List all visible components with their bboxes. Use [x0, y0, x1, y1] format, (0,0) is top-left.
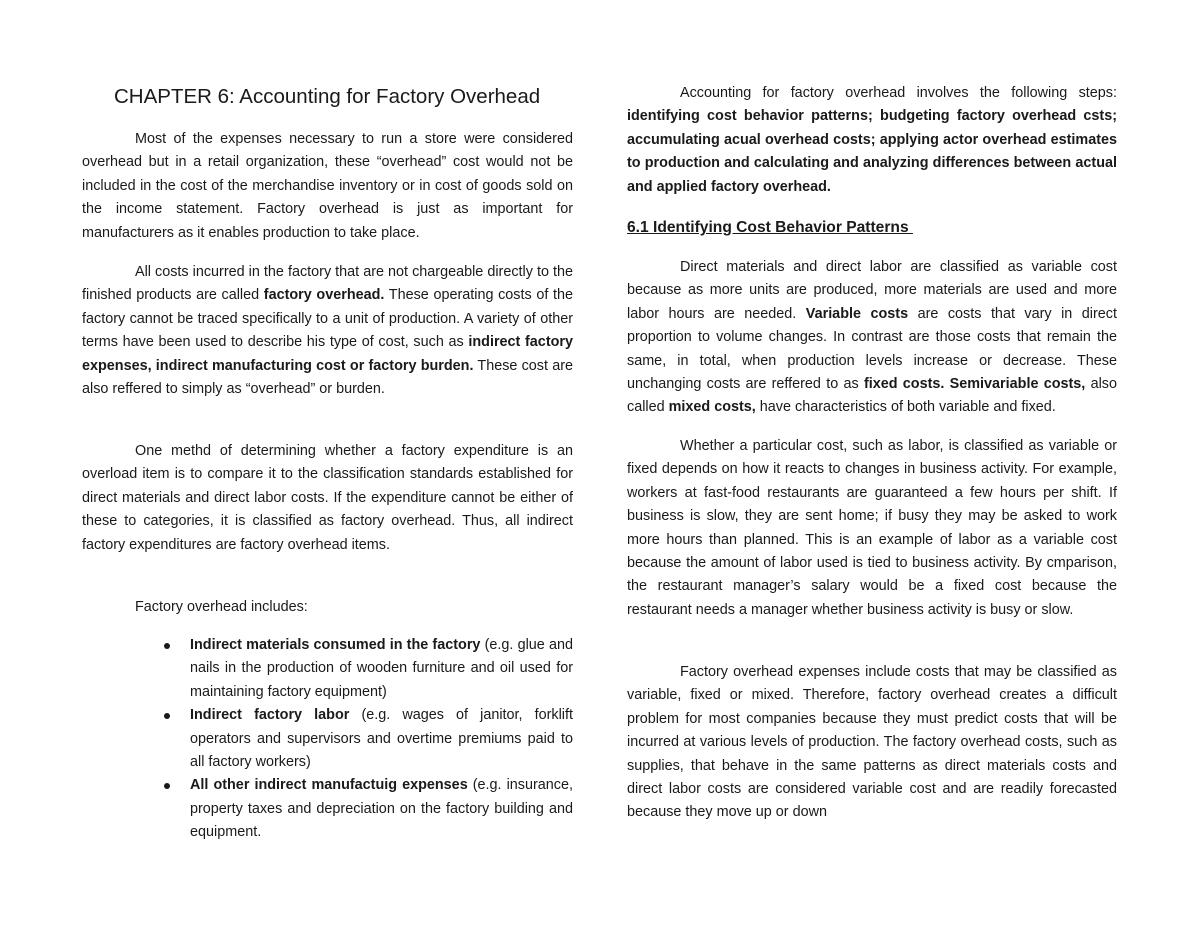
bullet-icon	[164, 713, 170, 719]
list-item-term: All other indirect manufactuig expenses	[190, 777, 468, 794]
paragraph-labor-example: Whether a particular cost, such as labor, is classified as variable or fixed depends on how it reacts to changes in business activity. For example, workers at fast-food restaurants are guaranteed a few hours per shift. If business is slow, they are sent home; if busy they may be asked to work more hours than planned. This is an example of labor as a variable cost because the amount of labor used is tied to business activity. By cmparison, the restaurant manager’s salary would be a fixed cost because the restaurant needs a manager whether business activity is busy or slow.	[627, 438, 1117, 618]
paragraph-classification-method: One methd of determining whether a factory expenditure is an overload item is to compare it to the classification standards established for direct materials and direct labor costs. If the expenditure cannot be either of these to categories, it is classified as factory overhead. Thus, all indirect factory expenditures are factory overhead items.	[82, 443, 573, 553]
paragraph-includes-intro: Factory overhead includes:	[135, 599, 308, 615]
paragraph-overhead-expenses: Factory overhead expenses include costs that may be classified as variable, fixed or mixed. Therefore, factory overhead creates a difficult problem for most companies because they must predict costs that will be incurred at various levels of production. The factory overhead costs, such as supplies, that behave in the same patterns as direct materials costs and direct labor costs are considered variable cost and are readily forecasted because they move up or down	[627, 664, 1117, 821]
list-item-text: (e.g. glue and nails in the production of wooden furniture and oil used for maintaining factory equipment)	[190, 637, 573, 700]
paragraph-store-overhead: Most of the expenses necessary to run a store were considered overhead but in a retail organization, these “overhead” cost would not be included in the cost of the merchandise inventory or in cost of goods sold on the income statement. Factory overhead is just as important for manufacturers as it enables production to take place.	[82, 131, 573, 241]
list-item-term: Indirect materials consumed in the factory	[190, 637, 481, 653]
chapter-title: CHAPTER 6: Accounting for Factory Overhead	[114, 85, 541, 108]
text: also called	[627, 376, 1117, 416]
section-heading-6-1: 6.1 Identifying Cost Behavior Patterns	[627, 219, 913, 236]
steps-list-bold: identifying cost behavior patterns; budgeting factory overhead csts; accumulating acual overhead costs; applying actor overhead estimates to production and calculating and analyzing differences between actual and applied factory overhead.	[627, 108, 1117, 195]
paragraph-factory-overhead-definition	[82, 261, 573, 401]
list-item-text: (e.g. wages of janitor, forklift operators and supervisors and overtime premiums paid to all factory workers)	[190, 707, 573, 771]
text: have characteristics of both variable and fixed.	[755, 399, 1056, 416]
paragraph-variable-fixed-costs	[627, 256, 1117, 420]
list-item-indirect-labor	[82, 704, 573, 774]
text: Accounting for factory overhead involves the following steps:	[680, 85, 1117, 101]
term-factory-overhead: factory overhead.	[263, 287, 385, 304]
overhead-includes-list	[82, 634, 573, 845]
term-semivariable-costs: Semivariable costs,	[949, 376, 1086, 393]
term-fixed-costs: fixed costs.	[863, 376, 945, 393]
list-item-indirect-materials	[82, 634, 573, 704]
bullet-icon	[164, 643, 170, 649]
list-item-other-expenses	[82, 774, 573, 844]
bullet-icon	[164, 783, 170, 789]
term-indirect-expenses: indirect factory expenses, indirect manufacturing cost or factory burden.	[82, 334, 574, 374]
term-mixed-costs: mixed costs,	[668, 399, 756, 416]
text: are costs that vary in direct proportion to volume changes. In contrast are those costs that remain the same, in total, when production levels increase or decrease. These unchanging costs are reffered to as	[627, 305, 1117, 393]
paragraph-accounting-steps	[627, 82, 1117, 199]
list-item-term: Indirect factory labor	[190, 707, 350, 724]
text: Direct materials and direct labor are classified as variable cost because as more units are produced, more materials are used and more labor hours are needed.	[627, 259, 1117, 322]
text: These cost are also reffered to simply as “overhead” or burden.	[82, 357, 574, 398]
text: All costs incurred in the factory that are not chargeable directly to the finished products are called	[82, 264, 573, 304]
term-variable-costs: Variable costs	[805, 305, 909, 322]
list-item-text: (e.g. insurance, property taxes and depreciation on the factory building and equipment.	[190, 777, 573, 841]
text: These operating costs of the factory cannot be traced specifically to a unit of production. A variety of other terms have been used to describe his type of cost, such as	[82, 287, 574, 351]
